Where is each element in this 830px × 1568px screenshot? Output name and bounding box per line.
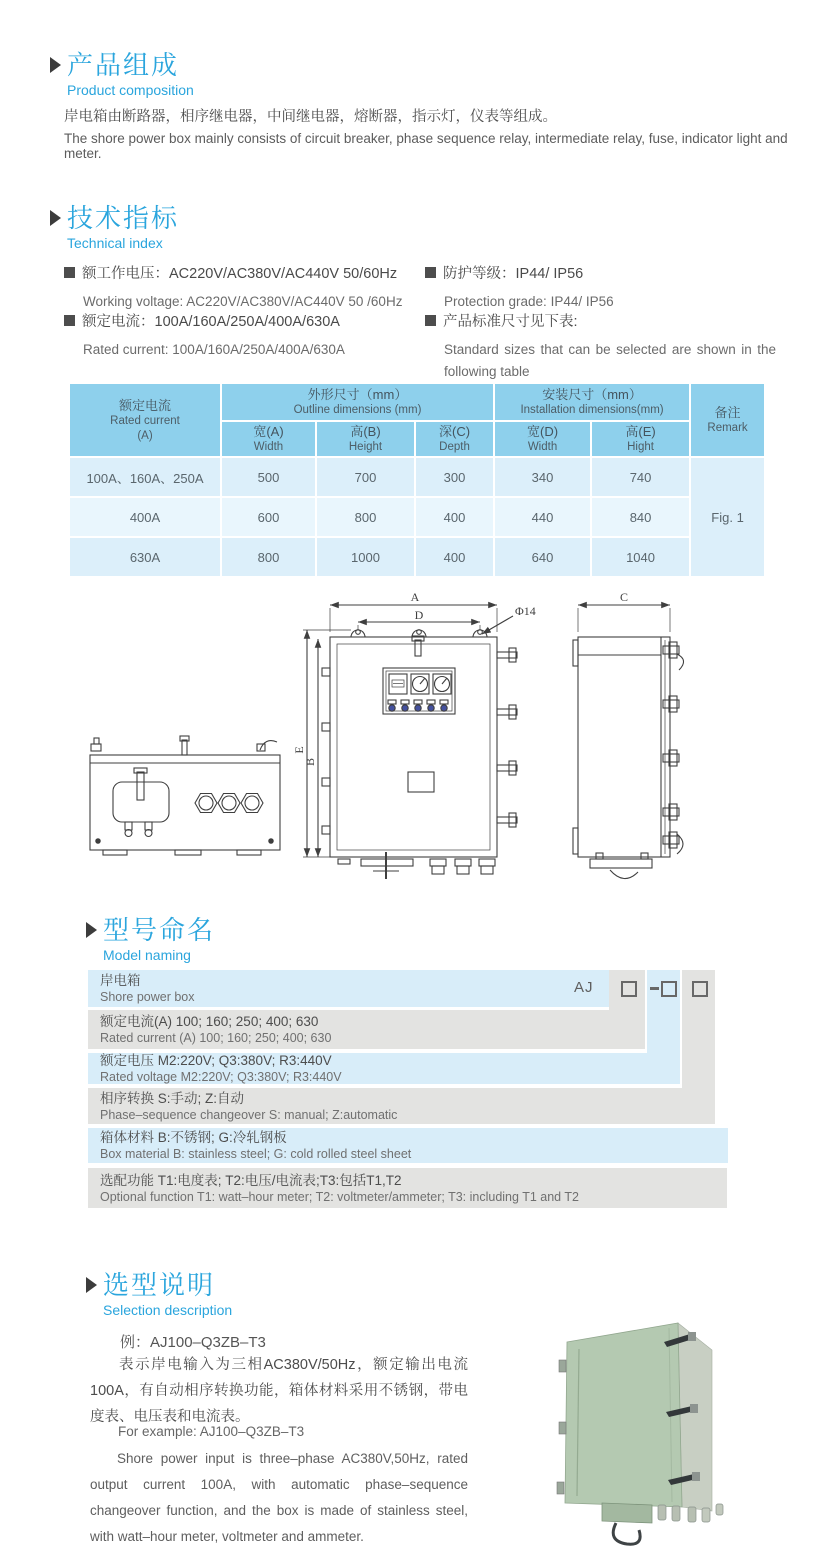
header-text-unit: (A) bbox=[137, 429, 153, 442]
cell-value: 800 bbox=[317, 498, 414, 536]
section-title-en: Model naming bbox=[103, 947, 191, 963]
cell-value: 740 bbox=[592, 458, 689, 496]
naming-row-phase bbox=[88, 1088, 715, 1124]
table-row bbox=[70, 498, 764, 536]
spec-text-zh: 额工作电压：AC220V/AC380V/AC440V 50/60Hz bbox=[82, 266, 398, 282]
spec-item-sizes bbox=[425, 310, 780, 383]
square-bullet-icon bbox=[425, 315, 436, 326]
indicator-lights bbox=[388, 700, 448, 711]
cell-value: 600 bbox=[222, 498, 315, 536]
cell-current: 630A bbox=[70, 538, 220, 576]
section-marker-icon bbox=[86, 1277, 97, 1293]
naming-row-en: Box material B: stainless steel; G: cold rolled steel sheet bbox=[100, 1147, 412, 1161]
header-text-en: Depth bbox=[439, 441, 470, 453]
section-marker-icon bbox=[50, 210, 61, 226]
naming-row-current bbox=[88, 1010, 645, 1049]
spec-zh-line bbox=[425, 310, 780, 331]
model-code-prefix: AJ bbox=[574, 979, 594, 996]
section-title-zh: 选型说明 bbox=[103, 1270, 216, 1300]
header-text-zh: 安装尺寸（mm） bbox=[542, 387, 642, 402]
cell-value: 400 bbox=[416, 538, 493, 576]
cell-value: 700 bbox=[317, 458, 414, 496]
spec-zh-line bbox=[64, 262, 414, 283]
table-row bbox=[70, 538, 764, 576]
technical-drawing bbox=[65, 582, 765, 882]
header-text-zh: 深(C) bbox=[438, 424, 471, 439]
spec-zh-line bbox=[425, 262, 780, 283]
section-title-en: Selection description bbox=[103, 1302, 233, 1318]
header-text-zh: 宽(A) bbox=[253, 424, 284, 439]
spec-text-en: Protection grade: IP44/ IP56 bbox=[444, 294, 614, 309]
header-text-zh: 额定电流 bbox=[118, 397, 171, 413]
header-text-en: Width bbox=[253, 441, 284, 453]
drawing-front-view bbox=[303, 605, 517, 879]
naming-row-zh: 相序转换 S:手动; Z:自动 bbox=[100, 1090, 245, 1106]
header-cell-remark bbox=[691, 384, 764, 456]
header-text-en: Remark bbox=[707, 422, 748, 434]
header-text-en: Outline dimensions (mm) bbox=[293, 404, 422, 416]
naming-row-en: Optional function T1: watt–hour meter; T2: voltmeter/ammeter; T3: including T1 and T2 bbox=[100, 1189, 579, 1204]
header-cell-rated-current bbox=[70, 384, 220, 456]
spec-text-en: Standard sizes that can be selected are shown in the following table bbox=[444, 342, 776, 379]
spec-zh-line bbox=[64, 310, 414, 331]
drawing-side-view bbox=[573, 605, 684, 879]
selection-paragraph-zh: 表示岸电输入为三相AC380V/50Hz，额定输出电流100A，有自动相序转换功能，箱体材料采用不锈钢，带电度表、电压表和电流表。 bbox=[90, 1357, 468, 1425]
cell-value: 300 bbox=[416, 458, 493, 496]
section-title-en: Technical index bbox=[67, 235, 163, 251]
section-marker-icon bbox=[50, 57, 61, 73]
section-title-zh: 技术指标 bbox=[67, 203, 180, 233]
composition-body-en: The shore power box mainly consists of circuit breaker, phase sequence relay, intermediate relay, fuse, indicator light and meter. bbox=[64, 131, 788, 161]
cell-value: 800 bbox=[222, 538, 315, 576]
section-title-zh: 产品组成 bbox=[67, 50, 180, 80]
spec-text-zh: 防护等级：IP44/ IP56 bbox=[443, 266, 584, 282]
selection-example-en: For example: AJ100–Q3ZB–T3 bbox=[118, 1424, 305, 1439]
spec-item-voltage bbox=[64, 262, 414, 313]
dim-label-b: B bbox=[303, 757, 317, 767]
product-photo bbox=[540, 1290, 830, 1568]
drawing-bottom-view bbox=[90, 736, 280, 855]
composition-titles bbox=[67, 50, 194, 98]
naming-row-product bbox=[88, 970, 609, 1007]
model-code-box-1 bbox=[621, 981, 637, 997]
naming-titles bbox=[103, 915, 215, 963]
header-cell-width-a bbox=[222, 422, 315, 456]
naming-row-zh: 额定电压 M2:220V; Q3:380V; R3:440V bbox=[100, 1053, 332, 1068]
header-text-zh: 高(B) bbox=[350, 424, 381, 439]
section-selection-header bbox=[86, 1270, 232, 1318]
section-composition-header bbox=[50, 50, 194, 98]
model-code-box-3 bbox=[692, 981, 708, 997]
header-text-zh: 高(E) bbox=[625, 424, 656, 439]
naming-row-voltage bbox=[88, 1053, 680, 1084]
naming-row-en: Rated voltage M2:220V; Q3:380V; R3:440V bbox=[100, 1070, 342, 1084]
cell-remark: Fig. 1 bbox=[691, 458, 764, 576]
section-naming-header bbox=[86, 915, 215, 963]
dim-label-d: D bbox=[414, 608, 424, 622]
header-text-en: Width bbox=[527, 441, 558, 453]
header-cell-install bbox=[495, 384, 689, 420]
header-text-zh: 外形尺寸（mm） bbox=[307, 387, 408, 402]
cell-value: 1000 bbox=[317, 538, 414, 576]
header-text-en: Height bbox=[348, 441, 383, 453]
technical-titles bbox=[67, 203, 179, 251]
cell-value: 340 bbox=[495, 458, 590, 496]
header-text-en: Rated current bbox=[110, 414, 180, 427]
cell-value: 400 bbox=[416, 498, 493, 536]
header-cell-outline bbox=[222, 384, 493, 420]
square-bullet-icon bbox=[425, 267, 436, 278]
header-cell-height-e bbox=[592, 422, 689, 456]
model-code-box-2 bbox=[661, 981, 677, 997]
dim-label-c: C bbox=[619, 590, 629, 604]
size-table bbox=[68, 382, 766, 578]
header-text-zh: 备注 bbox=[714, 405, 741, 420]
table-row bbox=[70, 458, 764, 496]
model-naming-diagram bbox=[88, 970, 730, 1210]
dim-label-hole: Φ14 bbox=[515, 604, 536, 618]
enclosure-box bbox=[557, 1323, 723, 1544]
header-text-en: Installation dimensions(mm) bbox=[520, 404, 664, 416]
naming-row-en: Phase–sequence changeover S: manual; Z:automatic bbox=[100, 1107, 398, 1122]
cell-current: 400A bbox=[70, 498, 220, 536]
naming-row-en: Rated current (A) 100; 160; 250; 400; 630 bbox=[100, 1031, 332, 1045]
naming-row-zh: 岸电箱 bbox=[100, 973, 141, 988]
selection-example-zh: 例：AJ100–Q3ZB–T3 bbox=[120, 1334, 266, 1351]
spec-text-en: Working voltage: AC220V/AC380V/AC440V 50 /60Hz bbox=[83, 294, 403, 309]
naming-row-en: Shore power box bbox=[100, 990, 195, 1004]
spec-text-zh: 产品标准尺寸见下表: bbox=[443, 314, 578, 330]
naming-row-optional bbox=[88, 1168, 727, 1208]
cell-value: 1040 bbox=[592, 538, 689, 576]
naming-row-zh: 选配功能 T1:电度表; T2:电压/电流表;T3:包括T1,T2 bbox=[100, 1172, 402, 1188]
dim-label-a: A bbox=[410, 590, 420, 604]
spec-item-protection bbox=[425, 262, 780, 313]
naming-row-zh: 箱体材料 B:不锈钢; G:冷轧钢板 bbox=[100, 1130, 287, 1145]
cell-value: 840 bbox=[592, 498, 689, 536]
header-cell-height-b bbox=[317, 422, 414, 456]
model-code-dash bbox=[650, 987, 659, 990]
spec-item-current bbox=[64, 310, 414, 361]
cell-value: 440 bbox=[495, 498, 590, 536]
dim-label-e: E bbox=[292, 746, 306, 754]
header-cell-depth-c bbox=[416, 422, 493, 456]
cell-current: 100A、160A、250A bbox=[70, 458, 220, 496]
selection-paragraph-en: Shore power input is three–phase AC380V,50Hz, rated output current 100A, with automatic phase–sequence changeover function, and the box is made of stainless steel, with watt–hour meter, voltmeter and ammeter. bbox=[90, 1451, 468, 1544]
header-text-en: Hight bbox=[627, 441, 654, 453]
selection-titles bbox=[103, 1270, 232, 1318]
spec-text-en: Rated current: 100A/160A/250A/400A/630A bbox=[83, 342, 345, 357]
section-technical-header bbox=[50, 203, 179, 251]
side-latches bbox=[663, 642, 684, 854]
section-title-zh: 型号命名 bbox=[103, 915, 216, 945]
spec-text-zh: 额定电流：100A/160A/250A/400A/630A bbox=[82, 314, 340, 330]
cell-value: 500 bbox=[222, 458, 315, 496]
composition-body-zh: 岸电箱由断路器，相序继电器，中间继电器，熔断器，指示灯，仪表等组成。 bbox=[64, 109, 557, 125]
cell-value: 640 bbox=[495, 538, 590, 576]
header-cell-width-d bbox=[495, 422, 590, 456]
square-bullet-icon bbox=[64, 267, 75, 278]
section-marker-icon bbox=[86, 922, 97, 938]
square-bullet-icon bbox=[64, 315, 75, 326]
naming-row-zh: 额定电流(A) 100; 160; 250; 400; 630 bbox=[100, 1014, 319, 1029]
naming-row-material bbox=[88, 1128, 728, 1163]
section-title-en: Product composition bbox=[67, 82, 194, 98]
header-text-zh: 宽(D) bbox=[527, 424, 559, 439]
